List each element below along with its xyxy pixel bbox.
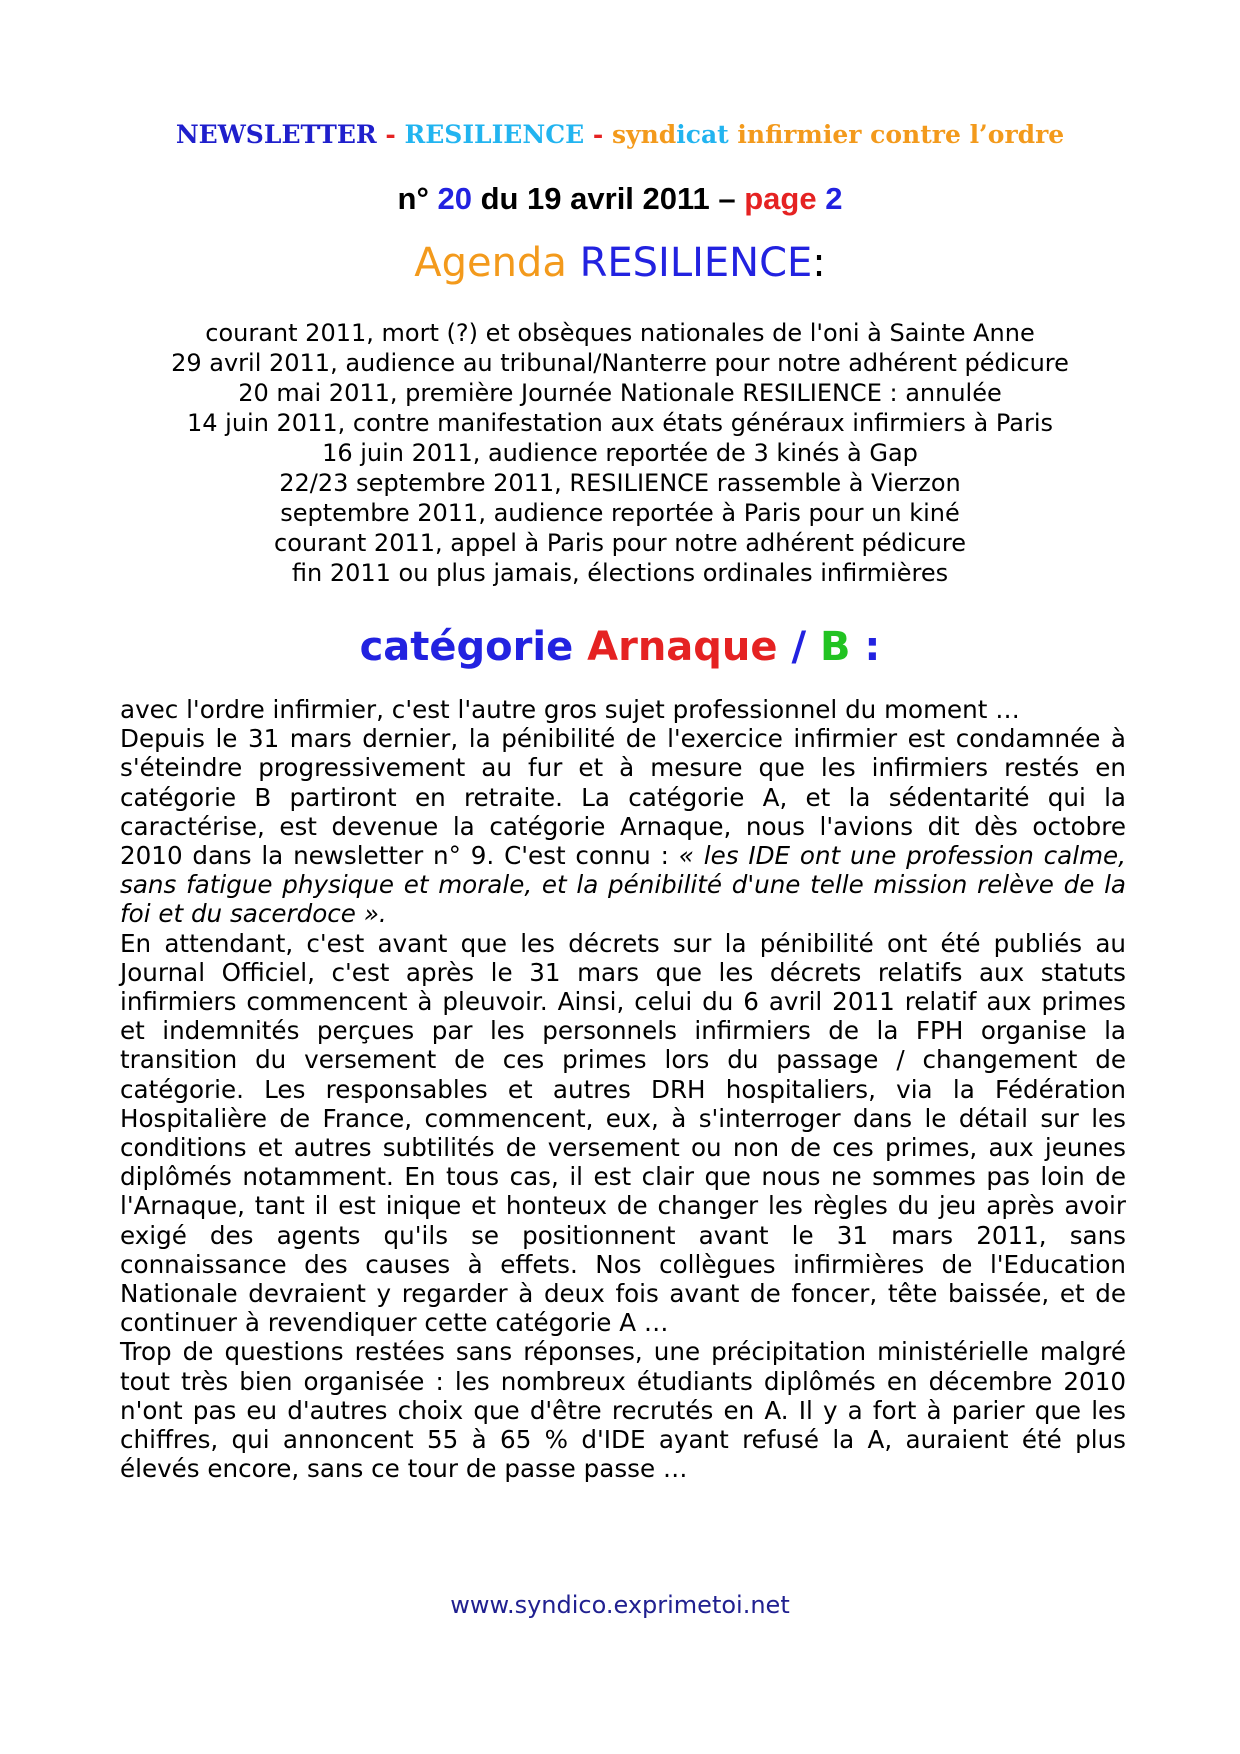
header-icat: icat	[676, 120, 738, 149]
issue-date: du 19 avril 2011 –	[471, 181, 745, 216]
agenda-item: 14 juin 2011, contre manifestation aux états généraux infirmiers à Paris	[186, 409, 1054, 437]
agenda-item: courant 2011, appel à Paris pour notre adhérent pédicure	[274, 529, 966, 557]
agenda-item: fin 2011 ou plus jamais, élections ordinales infirmières	[291, 559, 949, 587]
article-paragraph-text: Depuis le 31 mars dernier, la pénibilité de l'exercice infirmier est condamnée à s'éteindre progressivement au fur et à mesure que les infirmiers restés en catégorie B partiront en retraite. La catégorie A, et la sédentarité qui la caractérise, est devenue la catégorie Arnaque, nous l'avions dit dès octobre 2010 dans la newsletter n° 9. C'est connu :	[120, 724, 1126, 871]
article-paragraph: Trop de questions restées sans réponses, une précipitation ministérielle malgré tout très bien organisée : les nombreux étudiants diplômés en décembre 2010 n'ont pas eu d'autres choix que d'être recrutés en A. Il y a fort à parier que les chiffres, qui annoncent 55 à 65 % d'IDE ayant refusé la A, auraient été plus élevés encore, sans ce tour de passe passe …	[120, 1337, 1126, 1484]
header-synd: synd	[611, 120, 677, 149]
footer	[0, 1590, 1240, 1620]
header-separator: -	[376, 120, 405, 149]
article-quote: « les IDE ont une profession calme, sans fatigue physique et morale, et la pénibilité d'une telle mission relève de la foi et du sacerdoce ».	[120, 841, 1126, 929]
issue-number: 20	[437, 181, 472, 216]
agenda-item: 20 mai 2011, première Journée Nationale RESILIENCE : annulée	[238, 379, 1002, 407]
issue-page-number: 2	[825, 181, 843, 216]
header-separator: -	[584, 120, 612, 149]
header-newsletter: NEWSLETTER	[175, 120, 377, 149]
footer-url: www.syndico.exprimetoi.net	[450, 1591, 790, 1619]
agenda-list	[0, 318, 1240, 588]
category-b: B	[820, 624, 851, 670]
category-arnaque: Arnaque	[587, 624, 778, 670]
category-colon: :	[850, 624, 881, 670]
agenda-item: septembre 2011, audience reportée à Paris pour un kiné	[280, 499, 960, 527]
article-body	[120, 695, 1126, 1483]
agenda-item: 22/23 septembre 2011, RESILIENCE rassemble à Vierzon	[279, 469, 961, 497]
category-title	[0, 622, 1240, 672]
issue-page-label: page	[744, 181, 826, 216]
agenda-title-colon: :	[812, 240, 826, 286]
agenda-item: courant 2011, mort (?) et obsèques nationales de l'oni à Sainte Anne	[205, 319, 1035, 347]
article-paragraph: En attendant, c'est avant que les décrets sur la pénibilité ont été publiés au Journal Officiel, c'est après le 31 mars que les décrets relatifs aux statuts infirmiers commencent à pleuvoir. Ainsi, celui du 6 avril 2011 relatif aux primes et indemnités perçues par les personnels infirmiers de la FPH organise la transition du versement de ces primes lors du passage / changement de catégorie. Les responsables et autres DRH hospitaliers, via la Fédération Hospitalière de France, commencent, eux, à s'interroger dans le détail sur les conditions et autres subtilités de versement ou non de ces primes, aux jeunes diplômés notamment. En tous cas, il est clair que nous ne sommes pas loin de l'Arnaque, tant il est inique et honteux de changer les règles du jeu après avoir exigé des agents qu'ils se positionnent avant le 31 mars 2011, sans connaissance des causes à effets. Nos collègues infirmières de l'Education Nationale devraient y regarder à deux fois avant de foncer, tête baissée, et de continuer à revendiquer cette catégorie A …	[120, 928, 1126, 1338]
newsletter-header	[0, 118, 1240, 152]
article-intro: avec l'ordre infirmier, c'est l'autre gros sujet professionnel du moment …	[120, 695, 1020, 724]
header-i: i	[737, 120, 747, 149]
agenda-title	[0, 238, 1240, 288]
agenda-title-name: RESILIENCE	[579, 240, 813, 286]
issue-prefix: n°	[397, 181, 438, 216]
agenda-item: 16 juin 2011, audience reportée de 3 kinés à Gap	[322, 439, 918, 467]
agenda-item: 29 avril 2011, audience au tribunal/Nanterre pour notre adhérent pédicure	[171, 349, 1069, 377]
agenda-title-word: Agenda	[414, 240, 580, 286]
category-word: catégorie	[359, 624, 588, 670]
article-paragraph	[120, 724, 1126, 928]
header-infirmier-contre-ordre: nfirmier contre l’ordre	[746, 120, 1065, 149]
issue-line	[0, 180, 1240, 218]
category-slash: /	[777, 624, 820, 670]
header-resilience: RESILIENCE	[404, 120, 585, 149]
